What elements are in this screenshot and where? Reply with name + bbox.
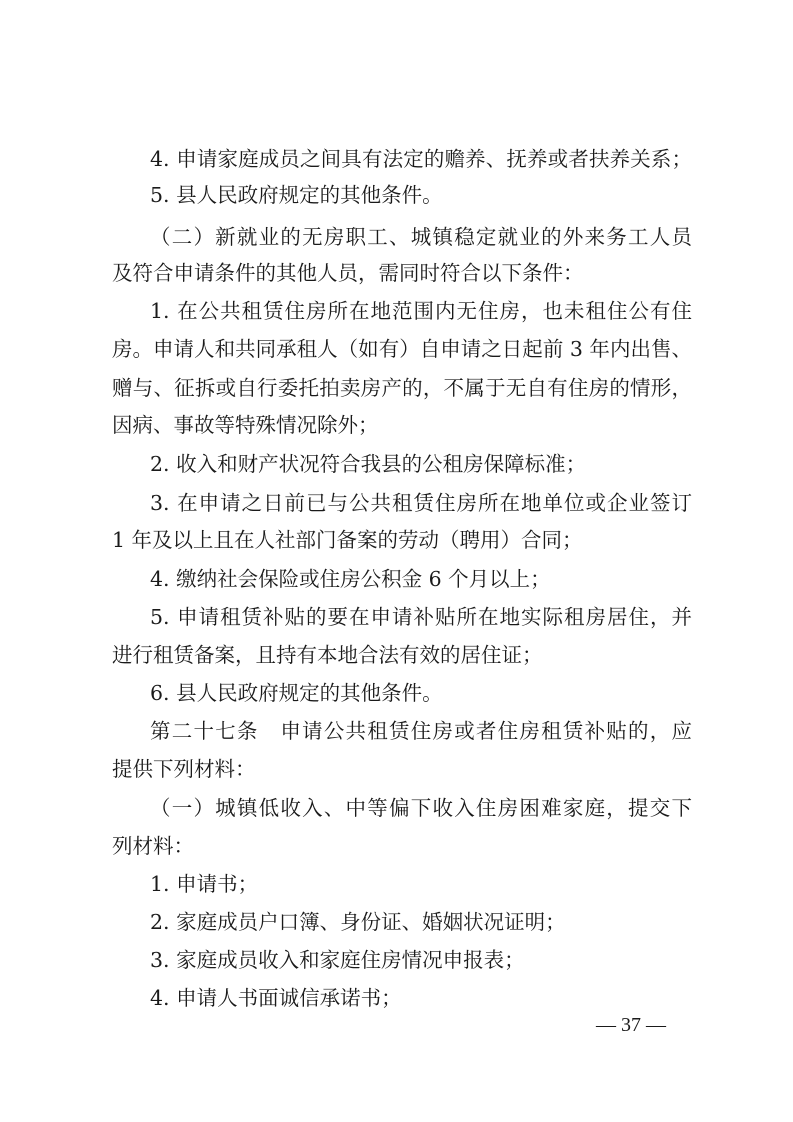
text-line: 及符合申请条件的其他人员，需同时符合以下条件： xyxy=(112,261,584,285)
text-line: 提供下列材料： xyxy=(112,757,256,781)
text-line: 6. 县人民政府规定的其他条件。 xyxy=(150,681,443,705)
text-line: 5. 申请租赁补贴的要在申请补贴所在地实际租房居住，并 xyxy=(150,605,692,629)
text-line: 2. 家庭成员户口簿、身份证、婚姻状况证明； xyxy=(150,910,566,934)
text-line: 4. 申请家庭成员之间具有法定的赡养、抚养或者扶养关系； xyxy=(150,147,692,171)
text-line: 3. 在申请之日前已与公共租赁住房所在地单位或企业签订 xyxy=(150,491,692,515)
page-number: — 37 — xyxy=(596,1014,666,1036)
text-line: 赠与、征拆或自行委托拍卖房产的，不属于无自有住房的情形， xyxy=(112,376,692,400)
text-line: 2. 收入和财产状况符合我县的公租房保障标准； xyxy=(150,452,587,476)
text-line: 进行租赁备案，且持有本地合法有效的居住证； xyxy=(112,643,543,667)
text-line: 第二十七条 申请公共租赁住房或者住房租赁补贴的，应 xyxy=(150,719,692,743)
text-line: 4. 缴纳社会保险或住房公积金 6 个月以上； xyxy=(150,567,551,591)
text-line: 1 年及以上且在人社部门备案的劳动（聘用）合同； xyxy=(112,528,583,552)
text-line: 1. 在公共租赁住房所在地范围内无住房，也未租住公有住 xyxy=(150,299,692,323)
text-line: 5. 县人民政府规定的其他条件。 xyxy=(150,183,443,207)
text-line: 列材料： xyxy=(112,834,194,858)
text-line: （一）城镇低收入、中等偏下收入住房困难家庭，提交下 xyxy=(150,796,692,820)
text-line: 1. 申请书； xyxy=(150,872,259,896)
text-line: 房。申请人和共同承租人（如有）自申请之日起前 3 年内出售、 xyxy=(112,337,692,361)
text-line: 3. 家庭成员收入和家庭住房情况申报表； xyxy=(150,948,525,972)
text-line: 4. 申请人书面诚信承诺书； xyxy=(150,986,402,1010)
text-line: 因病、事故等特殊情况除外； xyxy=(112,413,379,437)
text-line: （二）新就业的无房职工、城镇稳定就业的外来务工人员 xyxy=(150,225,692,249)
